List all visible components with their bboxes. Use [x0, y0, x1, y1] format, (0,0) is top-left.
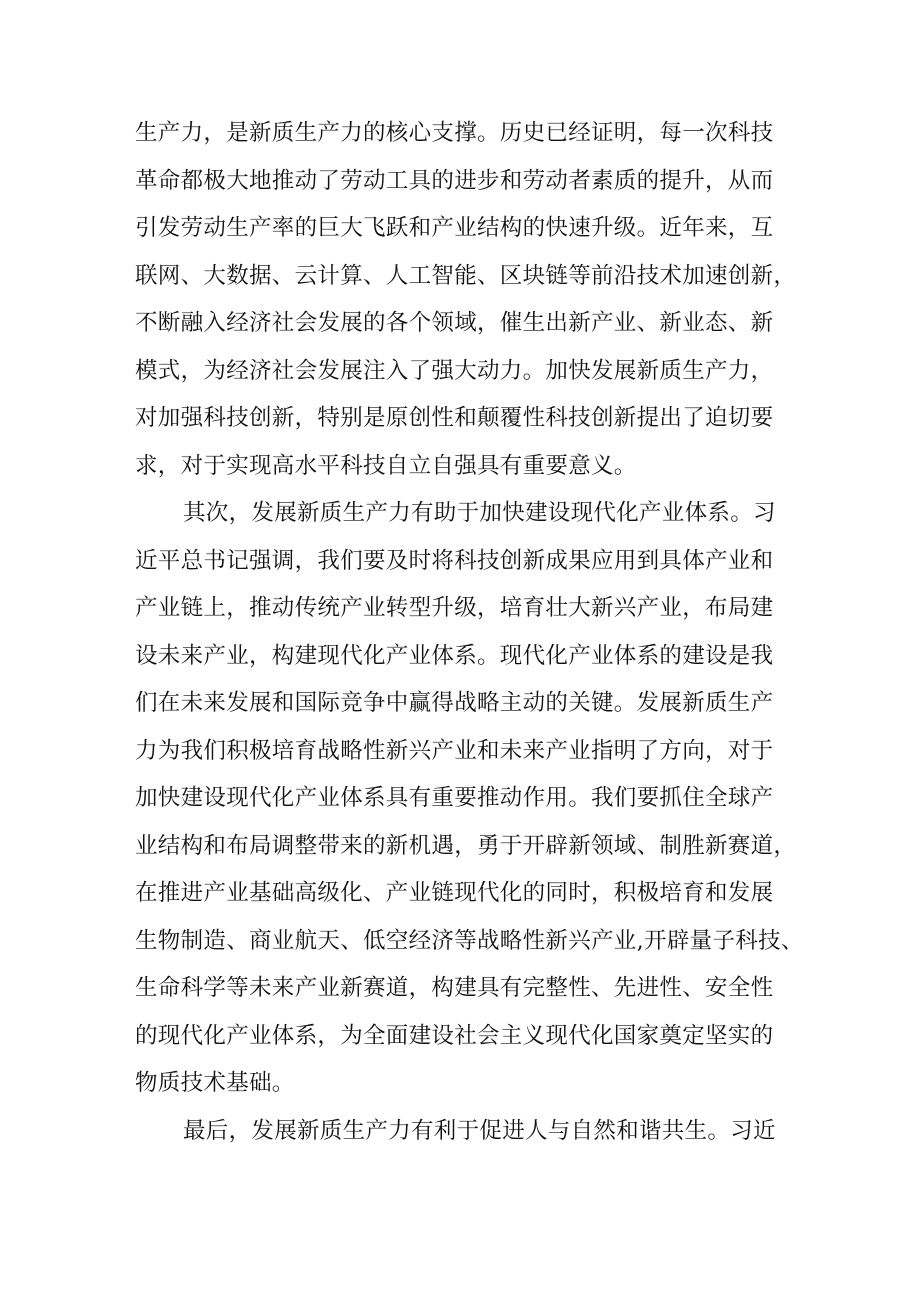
text-line-19: 生命科学等未来产业新赛道，构建具有完整性、先进性、安全性 [135, 975, 774, 1001]
text-line-4: 联网、大数据、云计算、人工智能、区块链等前沿技术加速创新， [135, 262, 797, 289]
text-line-2: 革命都极大地推动了劳动工具的进步和劳动者素质的提升，从而 [135, 167, 774, 194]
text-line-16: 业结构和布局调整带来的新机遇，勇于开辟新领域、制胜新赛道， [135, 832, 797, 859]
text-line-3: 引发劳动生产率的巨大飞跃和产业结构的快速升级。近年来，互 [135, 215, 774, 241]
text-line-1: 生产力，是新质生产力的核心支撑。历史已经证明，每一次科技 [135, 120, 774, 146]
text-line-7: 对加强科技创新，特别是原创性和颠覆性科技创新提出了迫切要 [135, 405, 774, 431]
text-line-6: 模式，为经济社会发展注入了强大动力。加快发展新质生产力， [135, 357, 774, 384]
text-line-13: 们在未来发展和国际竞争中赢得战略主动的关键。发展新质生产 [135, 690, 774, 716]
text-line-15: 加快建设现代化产业体系具有重要推动作用。我们要抓住全球产 [135, 785, 774, 811]
text-line-14: 力为我们积极培育战略性新兴产业和未来产业指明了方向，对于 [135, 737, 774, 764]
text-line-10: 近平总书记强调，我们要及时将科技创新成果应用到具体产业和 [135, 547, 774, 574]
paragraph-2-line-1: 其次，发展新质生产力有助于加快建设现代化产业体系。习 [183, 500, 776, 526]
text-line-21: 物质技术基础。 [135, 1070, 295, 1096]
text-line-11: 产业链上，推动传统产业转型升级，培育壮大新兴产业，布局建 [135, 595, 774, 621]
text-line-18: 生物制造、商业航天、低空经济等战略性新兴产业,开辟量子科技、 [135, 927, 804, 954]
text-line-17: 在推进产业基础高级化、产业链现代化的同时，积极培育和发展 [135, 880, 774, 906]
text-line-5: 不断融入经济社会发展的各个领域，催生出新产业、新业态、新 [135, 310, 774, 336]
text-line-8: 求，对于实现高水平科技自立自强具有重要意义。 [135, 452, 637, 479]
text-line-12: 设未来产业，构建现代化产业体系。现代化产业体系的建设是我 [135, 642, 774, 669]
text-line-20: 的现代化产业体系，为全面建设社会主义现代化国家奠定坚实的 [135, 1022, 774, 1049]
paragraph-3-line-1: 最后，发展新质生产力有利于促进人与自然和谐共生。习近 [183, 1117, 776, 1144]
document-body [135, 110, 804, 1155]
